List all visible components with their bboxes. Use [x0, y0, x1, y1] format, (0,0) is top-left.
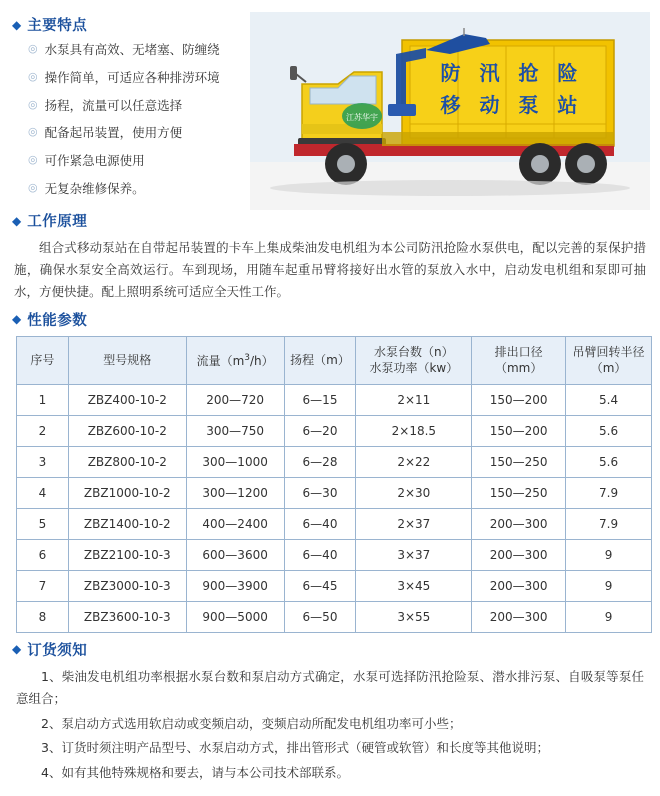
col-model: 型号规格	[68, 336, 186, 384]
cell-index: 4	[17, 477, 69, 508]
diamond-icon: ◆	[12, 642, 22, 657]
cell-model: ZBZ400-10-2	[68, 384, 186, 415]
svg-text:江苏华宇: 江苏华宇	[346, 113, 378, 122]
list-item	[28, 97, 260, 116]
principle-text: 组合式移动泵站在自带起吊装置的卡车上集成柴油发电机组为本公司防汛抢险水泵供电，配以完善的泵保护措施，确保水泵安全高效运行。车到现场，用随车起重吊臂将接好出水管的泵放入水中，启动发电机组和泵即可抽水，方便快捷。配上照明系统可适应全天性工作。	[14, 240, 646, 299]
features-section	[10, 14, 650, 204]
cell-outlet: 150—200	[472, 415, 566, 446]
cell-flow: 400—2400	[186, 508, 284, 539]
principle-heading	[12, 210, 650, 231]
col-head: 扬程（m）	[284, 336, 356, 384]
cell-index: 5	[17, 508, 69, 539]
list-item	[28, 41, 260, 60]
col-outlet: 排出口径 （mm）	[472, 336, 566, 384]
col-pumpcount-power: 水泵台数（n） 水泵功率（kw）	[356, 336, 472, 384]
list-item	[28, 124, 260, 143]
params-heading	[12, 309, 650, 330]
circle-bullet-icon: ◎	[28, 153, 38, 166]
circle-bullet-icon: ◎	[28, 69, 38, 83]
feature-text: 水泵具有高效、无堵塞、防缠绕	[44, 42, 220, 57]
cell-radius: 5.6	[566, 415, 652, 446]
cell-index: 3	[17, 446, 69, 477]
cell-radius: 5.6	[566, 446, 652, 477]
cell-radius: 9	[566, 601, 652, 632]
order-note: 3、订货时须注明产品型号、水泵启动方式，排出管形式（硬管或软管）和长度等其他说明；	[41, 740, 549, 756]
cell-flow: 600—3600	[186, 539, 284, 570]
cell-flow: 300—1000	[186, 446, 284, 477]
cell-radius: 9	[566, 570, 652, 601]
table-row	[17, 570, 652, 601]
circle-bullet-icon: ◎	[28, 42, 38, 55]
cell-power: 3×55	[356, 601, 472, 632]
feature-list	[10, 41, 260, 199]
cell-flow: 900—5000	[186, 601, 284, 632]
list-item	[28, 152, 260, 171]
col-flow: 流量$(m^3/h)$	[186, 336, 284, 384]
cell-index: 2	[17, 415, 69, 446]
principle-section	[10, 210, 650, 303]
table-row	[17, 539, 652, 570]
diamond-icon: ◆	[12, 213, 22, 228]
list-item	[28, 180, 260, 199]
circle-bullet-icon: ◎	[28, 97, 38, 111]
table-row	[17, 508, 652, 539]
diamond-icon: ◆	[12, 17, 22, 32]
cell-outlet: 150—250	[472, 446, 566, 477]
cell-index: 8	[17, 601, 69, 632]
feature-text: 无复杂维修保养。	[44, 180, 145, 196]
cell-outlet: 200—300	[472, 508, 566, 539]
col-crane-radius: 吊臂回转半径 （m）	[566, 336, 652, 384]
table-row	[17, 477, 652, 508]
cell-head: 6—15	[284, 384, 356, 415]
cell-power: 2×30	[356, 477, 472, 508]
order-title: 订货须知	[27, 642, 88, 659]
table-row	[17, 446, 652, 477]
cell-power: 3×37	[356, 539, 472, 570]
cell-head: 6—40	[284, 508, 356, 539]
cell-model: ZBZ3000-10-3	[68, 570, 186, 601]
circle-bullet-icon: ◎	[28, 180, 38, 194]
cell-power: 3×45	[356, 570, 472, 601]
table-header-row	[17, 336, 652, 384]
order-note: 4、如有其他特殊规格和要去，请与本公司技术部联系。	[41, 764, 349, 780]
table-header	[17, 336, 652, 384]
order-heading	[12, 639, 650, 660]
feature-text: 配备起吊装置，使用方便	[44, 125, 183, 141]
cell-flow: 300—750	[186, 415, 284, 446]
cell-model: ZBZ1000-10-2	[68, 477, 186, 508]
cell-head: 6—28	[284, 446, 356, 477]
cell-radius: 9	[566, 539, 652, 570]
order-note: 2、泵启动方式选用软启动或变频启动，变频启动所配发电机组功率可小些；	[41, 715, 462, 731]
cell-power: 2×37	[356, 508, 472, 539]
cell-flow: 300—1200	[186, 477, 284, 508]
cell-radius: 7.9	[566, 477, 652, 508]
principle-title: 工作原理	[27, 214, 88, 230]
params-title: 性能参数	[27, 312, 88, 329]
order-section	[10, 639, 650, 785]
cell-flow: 900—3900	[186, 570, 284, 601]
feature-text: 操作简单，可适应各种排涝环境	[44, 69, 220, 85]
cell-model: ZBZ1400-10-2	[68, 508, 186, 539]
parameters-table	[16, 336, 652, 633]
feature-text: 扬程，流量可以任意选择	[44, 97, 183, 113]
diamond-icon: ◆	[12, 312, 22, 327]
cell-flow: 200—720	[186, 384, 284, 415]
table-body	[17, 384, 652, 632]
table-row	[17, 415, 652, 446]
cell-head: 6—20	[284, 415, 356, 446]
order-note: 1、柴油发电机组功率根据水泵台数和泵启动方式确定，水泵可选择防汛抢险泵、潜水排污泵、自吸泵等泵任意组合；	[16, 668, 644, 707]
cell-power: 2×22	[356, 446, 472, 477]
cell-model: ZBZ800-10-2	[68, 446, 186, 477]
order-notes	[16, 666, 644, 785]
cell-head: 6—30	[284, 477, 356, 508]
cell-model: ZBZ2100-10-3	[68, 539, 186, 570]
cell-index: 6	[17, 539, 69, 570]
table-row	[17, 601, 652, 632]
cell-outlet: 200—300	[472, 539, 566, 570]
cell-radius: 7.9	[566, 508, 652, 539]
cell-power: 2×11	[356, 384, 472, 415]
cell-outlet: 200—300	[472, 601, 566, 632]
cell-model: ZBZ3600-10-3	[68, 601, 186, 632]
svg-text:防 汛 抢 险: 防 汛 抢 险	[440, 61, 584, 85]
cell-model: ZBZ600-10-2	[68, 415, 186, 446]
features-title: 主要特点	[27, 18, 88, 34]
cell-index: 1	[17, 384, 69, 415]
cell-outlet: 200—300	[472, 570, 566, 601]
cell-index: 7	[17, 570, 69, 601]
table-row	[17, 384, 652, 415]
svg-text:移 动 泵 站: 移 动 泵 站	[440, 93, 584, 117]
cell-outlet: 150—200	[472, 384, 566, 415]
cell-outlet: 150—250	[472, 477, 566, 508]
cell-power: 2×18.5	[356, 415, 472, 446]
col-index: 序号	[17, 336, 69, 384]
cell-head: 6—50	[284, 601, 356, 632]
circle-bullet-icon: ◎	[28, 125, 38, 139]
cell-head: 6—40	[284, 539, 356, 570]
product-photo	[250, 12, 650, 210]
cell-radius: 5.4	[566, 384, 652, 415]
feature-text: 可作紧急电源使用	[44, 153, 145, 168]
cell-head: 6—45	[284, 570, 356, 601]
params-section	[10, 309, 650, 633]
list-item	[28, 69, 260, 88]
